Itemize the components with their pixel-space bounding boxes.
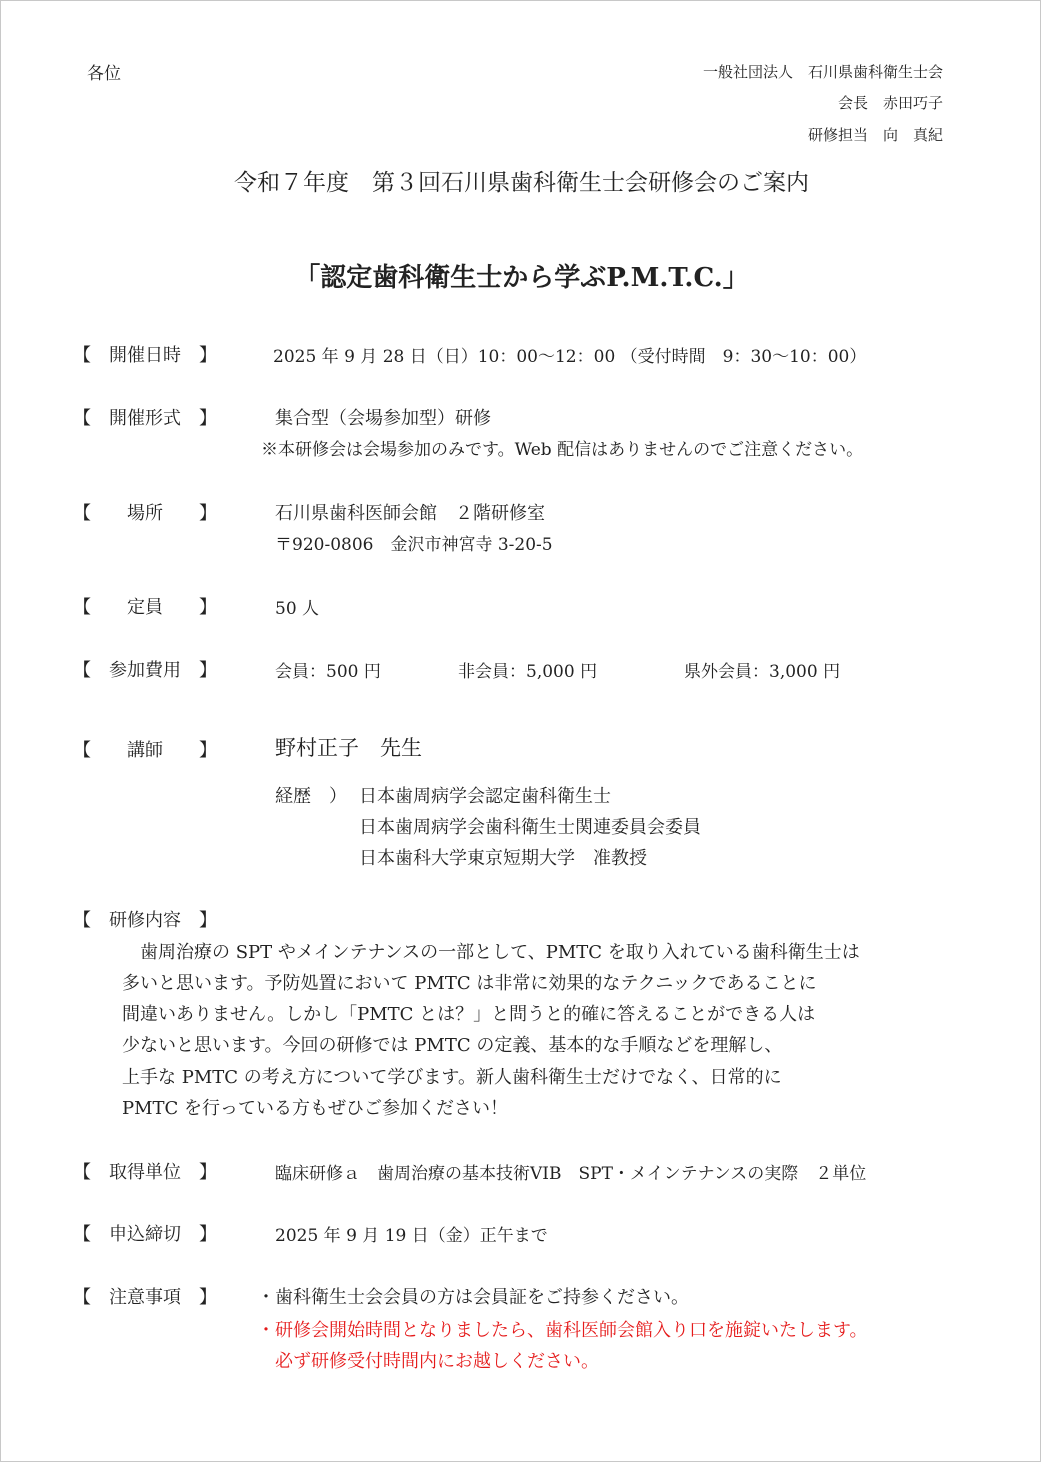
datetime-value: 2025 年 9 月 28 日（日）10：00～12：00 （受付時間 9：30～10：00） [273,347,867,367]
content-line: 間違いありません。しかし「PMTC とは？」と問うと的確に答えることができる人は [122,1004,816,1025]
content-label: 【 研修内容 】 [73,910,217,931]
venue-address: 〒920-0806 金沢市神宮寺 3-20-5 [275,535,553,555]
career-item: 日本歯周病学会歯科衛生士関連委員会委員 [359,817,701,838]
note-warning: 必ず研修受付時間内にお越しください。 [275,1351,599,1372]
career-item: 日本歯周病学会認定歯科衛生士 [359,786,611,807]
deadline-label: 【 申込締切 】 [73,1224,217,1245]
contact-person: 研修担当 向 真紀 [807,126,943,144]
lecturer-name: 野村正子 先生 [275,736,422,760]
note-item: ・歯科衛生士会会員の方は会員証をご持参ください。 [257,1287,689,1308]
content-line: 上手な PMTC の考え方について学びます。新人歯科衛生士だけでなく、日常的に [122,1067,782,1088]
capacity-value: 50 人 [275,599,320,619]
president-name: 会長 赤田巧子 [837,94,943,112]
format-note: ※本研修会は会場参加のみです。Web 配信はありませんのでご注意ください。 [261,440,864,460]
career-label: 経歴 ） [275,786,347,807]
format-label: 【 開催形式 】 [73,408,217,429]
seminar-subtitle: 「認定歯科衛生士から学ぶP.M.T.C.」 [294,263,749,293]
deadline-value: 2025 年 9 月 19 日（金）正午まで [275,1226,548,1246]
addressee: 各位 [87,64,121,84]
datetime-label: 【 開催日時 】 [73,345,217,366]
content-line: PMTC を行っている方もぜひご参加ください！ [122,1098,509,1119]
content-line: 歯周治療の SPT やメインテナンスの一部として、PMTC を取り入れている歯科衛生士は [122,942,860,963]
venue-name: 石川県歯科医師会館 ２階研修室 [275,503,545,524]
fee-member: 会員：500 円 [275,662,381,682]
notes-label: 【 注意事項 】 [73,1287,217,1308]
capacity-label: 【 定員 】 [73,597,217,618]
content-line: 少ないと思います。今回の研修では PMTC の定義、基本的な手順などを理解し、 [122,1035,783,1056]
page-title: 令和７年度 第３回石川県歯科衛生士会研修会のご案内 [234,170,809,196]
content-line: 多いと思います。予防処置において PMTC は非常に効果的なテクニックであることに [122,973,817,994]
career-item: 日本歯科大学東京短期大学 准教授 [359,848,647,869]
credits-value: 臨床研修ａ 歯周治療の基本技術VIB SPT・メインテナンスの実際 ２単位 [275,1164,867,1184]
fee-label: 【 参加費用 】 [73,660,217,681]
fee-outside-member: 県外会員：3,000 円 [684,662,841,682]
format-value: 集合型（会場参加型）研修 [275,408,491,429]
credits-label: 【 取得単位 】 [73,1162,217,1183]
organization-name: 一般社団法人 石川県歯科衛生士会 [702,63,943,81]
note-warning: ・研修会開始時間となりましたら、歯科医師会館入り口を施錠いたします。 [257,1320,868,1341]
venue-label: 【 場所 】 [73,503,217,524]
fee-nonmember: 非会員：5,000 円 [458,662,598,682]
lecturer-label: 【 講師 】 [73,740,217,761]
